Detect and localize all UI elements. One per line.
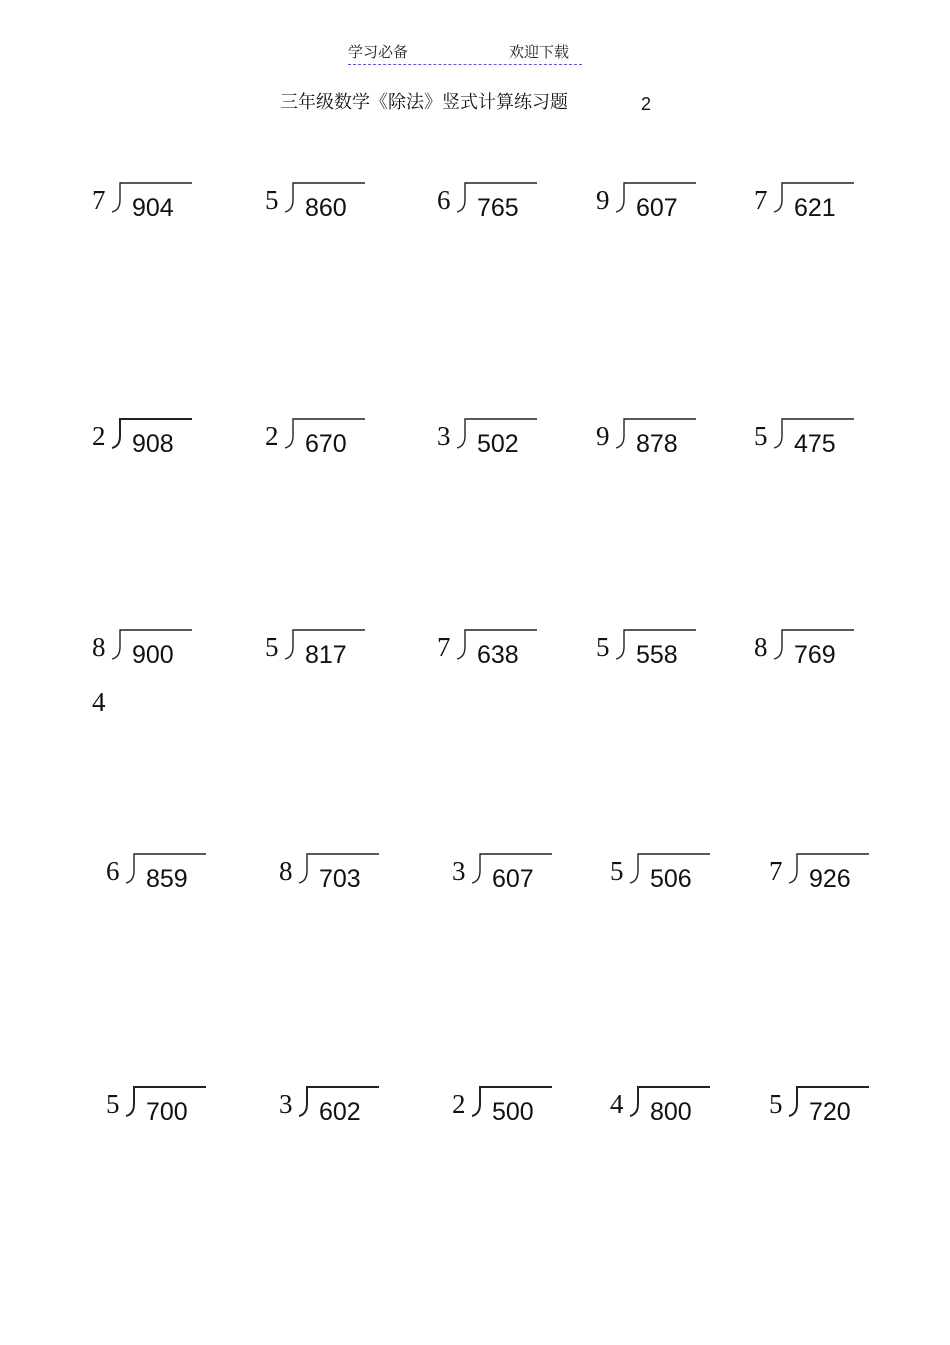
header-dashed-underline (348, 64, 582, 65)
division-problem (610, 1086, 730, 1138)
worksheet-number: 2 (641, 94, 652, 114)
divisor: 2 (265, 421, 279, 451)
division-problem (279, 853, 399, 905)
divisor: 9 (596, 185, 610, 215)
divisor: 5 (265, 632, 279, 662)
stray-handwritten-digit: 4 (92, 687, 106, 717)
division-problem (437, 629, 557, 681)
dividend: 607 (636, 194, 678, 222)
dividend: 908 (132, 430, 174, 458)
division-problem (265, 182, 385, 234)
dividend: 904 (132, 194, 174, 222)
dividend: 607 (492, 865, 534, 893)
divisor: 5 (769, 1089, 783, 1119)
divisor: 6 (106, 856, 120, 886)
divisor: 3 (437, 421, 451, 451)
header-right-text: 欢迎下载 (509, 43, 570, 61)
dividend: 769 (794, 641, 836, 669)
divisor: 7 (437, 632, 451, 662)
divisor: 5 (596, 632, 610, 662)
division-problem (265, 629, 385, 681)
division-problem (92, 629, 212, 681)
dividend: 638 (477, 641, 519, 669)
divisor: 2 (92, 421, 106, 451)
dividend: 859 (146, 865, 188, 893)
division-problem (769, 1086, 889, 1138)
dividend: 700 (146, 1098, 188, 1126)
worksheet-title: 三年级数学《除法》竖式计算练习题 (280, 92, 568, 113)
division-problem (106, 853, 226, 905)
divisor: 6 (437, 185, 451, 215)
dividend: 558 (636, 641, 678, 669)
division-problem (452, 1086, 572, 1138)
divisor: 8 (754, 632, 768, 662)
divisor: 4 (610, 1089, 624, 1119)
division-problem (279, 1086, 399, 1138)
division-problem (610, 853, 730, 905)
divisor: 5 (754, 421, 768, 451)
dividend: 900 (132, 641, 174, 669)
divisor: 7 (92, 185, 106, 215)
dividend: 506 (650, 865, 692, 893)
dividend: 926 (809, 865, 851, 893)
divisor: 8 (279, 856, 293, 886)
division-problem (769, 853, 889, 905)
dividend: 602 (319, 1098, 361, 1126)
dividend: 703 (319, 865, 361, 893)
division-problem (596, 418, 716, 470)
dividend: 817 (305, 641, 347, 669)
division-problem (596, 182, 716, 234)
header-left-text: 学习必备 (348, 43, 409, 61)
dividend: 670 (305, 430, 347, 458)
division-problem (754, 418, 874, 470)
dividend: 475 (794, 430, 836, 458)
division-problem (92, 418, 212, 470)
divisor: 7 (769, 856, 783, 886)
division-problem (437, 418, 557, 470)
dividend: 500 (492, 1098, 534, 1126)
divisor: 3 (279, 1089, 293, 1119)
divisor: 5 (106, 1089, 120, 1119)
dividend: 800 (650, 1098, 692, 1126)
divisor: 5 (265, 185, 279, 215)
divisor: 7 (754, 185, 768, 215)
division-problem (754, 629, 874, 681)
division-problem (106, 1086, 226, 1138)
dividend: 502 (477, 430, 519, 458)
division-problem (754, 182, 874, 234)
division-problem (596, 629, 716, 681)
divisor: 2 (452, 1089, 466, 1119)
divisor: 3 (452, 856, 466, 886)
divisor: 9 (596, 421, 610, 451)
dividend: 878 (636, 430, 678, 458)
dividend: 860 (305, 194, 347, 222)
division-problem (437, 182, 557, 234)
division-problem (265, 418, 385, 470)
dividend: 765 (477, 194, 519, 222)
division-problem (92, 182, 212, 234)
dividend: 621 (794, 194, 836, 222)
division-problem (452, 853, 572, 905)
divisor: 8 (92, 632, 106, 662)
dividend: 720 (809, 1098, 851, 1126)
divisor: 5 (610, 856, 624, 886)
